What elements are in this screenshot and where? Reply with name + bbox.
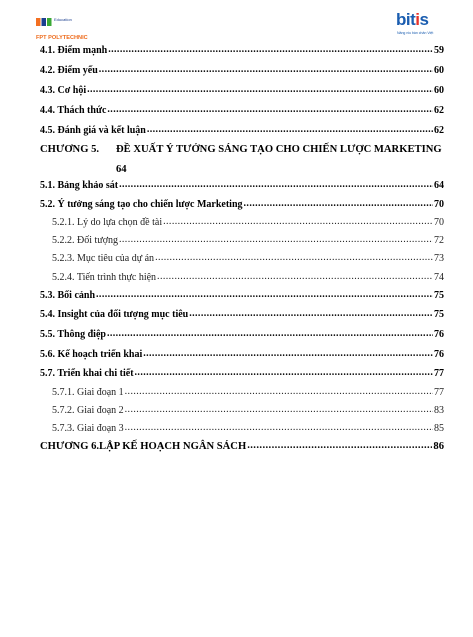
toc-subentry[interactable]: 5.7.2. Giai đoạn 2 ..... 83 — [40, 405, 444, 417]
toc-entry[interactable]: 5.6. Kế hoạch triển khai ..... 76 — [40, 349, 444, 361]
toc-entry[interactable]: 5.4. Insight của đối tượng mục tiêu ..... 75 — [40, 309, 444, 321]
bitis-tagline: Nâng niu bàn chân Việt — [397, 31, 434, 35]
toc-chapter-5[interactable] — [40, 143, 444, 156]
logo-name: FPT POLYTECHNIC — [36, 35, 88, 41]
toc-entry[interactable]: 4.4. Thách thức ..... 62 — [40, 105, 444, 117]
toc-subentry[interactable]: 5.2.3. Mục tiêu của dự án ..... 73 — [40, 253, 444, 265]
toc-entry[interactable]: 5.2. Ý tưởng sáng tạo cho chiến lược Marketing ..... 70 — [40, 199, 444, 211]
toc-subentry[interactable]: 5.7.3. Giai đoạn 3 ..... 85 — [40, 423, 444, 435]
toc-subentry[interactable]: 5.2.4. Tiến trình thực hiện ..... 74 — [40, 272, 444, 284]
logo-subtext: Education — [54, 17, 72, 22]
chapter-page: 86 — [433, 441, 444, 452]
toc-entry[interactable]: 5.7. Triển khai chi tiết ..... 77 — [40, 368, 444, 380]
chapter-title: ĐỀ XUẤT Ý TƯỞNG SÁNG TẠO CHO CHIẾN LƯỢC MARKETING — [116, 144, 442, 155]
toc-entry[interactable]: 5.1. Bảng khảo sát ..... 64 — [40, 180, 444, 192]
chapter-title: LẬP KẾ HOẠCH NGÂN SÁCH — [99, 441, 247, 452]
fpt-polytechnic-logo — [36, 14, 96, 40]
chapter-5-page: 64 — [116, 164, 127, 175]
toc-entry[interactable]: 4.3. Cơ hội ..... 60 — [40, 85, 444, 97]
chapter-number: CHƯƠNG 6. — [40, 441, 100, 452]
fpt-logo-icon — [36, 16, 52, 28]
toc-entry[interactable]: 4.5. Đánh giá và kết luận ..... 62 — [40, 125, 444, 137]
toc-entry[interactable]: 5.3. Bối cảnh ..... 75 — [40, 290, 444, 302]
bitis-wordmark: bitis — [396, 10, 429, 29]
toc-chapter-6[interactable] — [40, 440, 444, 453]
toc-entry[interactable]: 5.5. Thông điệp ..... 76 — [40, 329, 444, 341]
toc-subentry[interactable]: 5.7.1. Giai đoạn 1 ..... 77 — [40, 387, 444, 399]
toc-entry[interactable]: 4.1. Điểm mạnh ..... 59 — [40, 45, 444, 57]
chapter-number: CHƯƠNG 5. — [40, 144, 100, 155]
toc-subentry[interactable]: 5.2.2. Đối tượng ..... 72 — [40, 235, 444, 247]
toc-subentry[interactable]: 5.2.1. Lý do lựa chọn đề tài ..... 70 — [40, 217, 444, 229]
bitis-logo — [396, 10, 438, 40]
toc-entry[interactable]: 4.2. Điểm yếu ..... 60 — [40, 65, 444, 77]
